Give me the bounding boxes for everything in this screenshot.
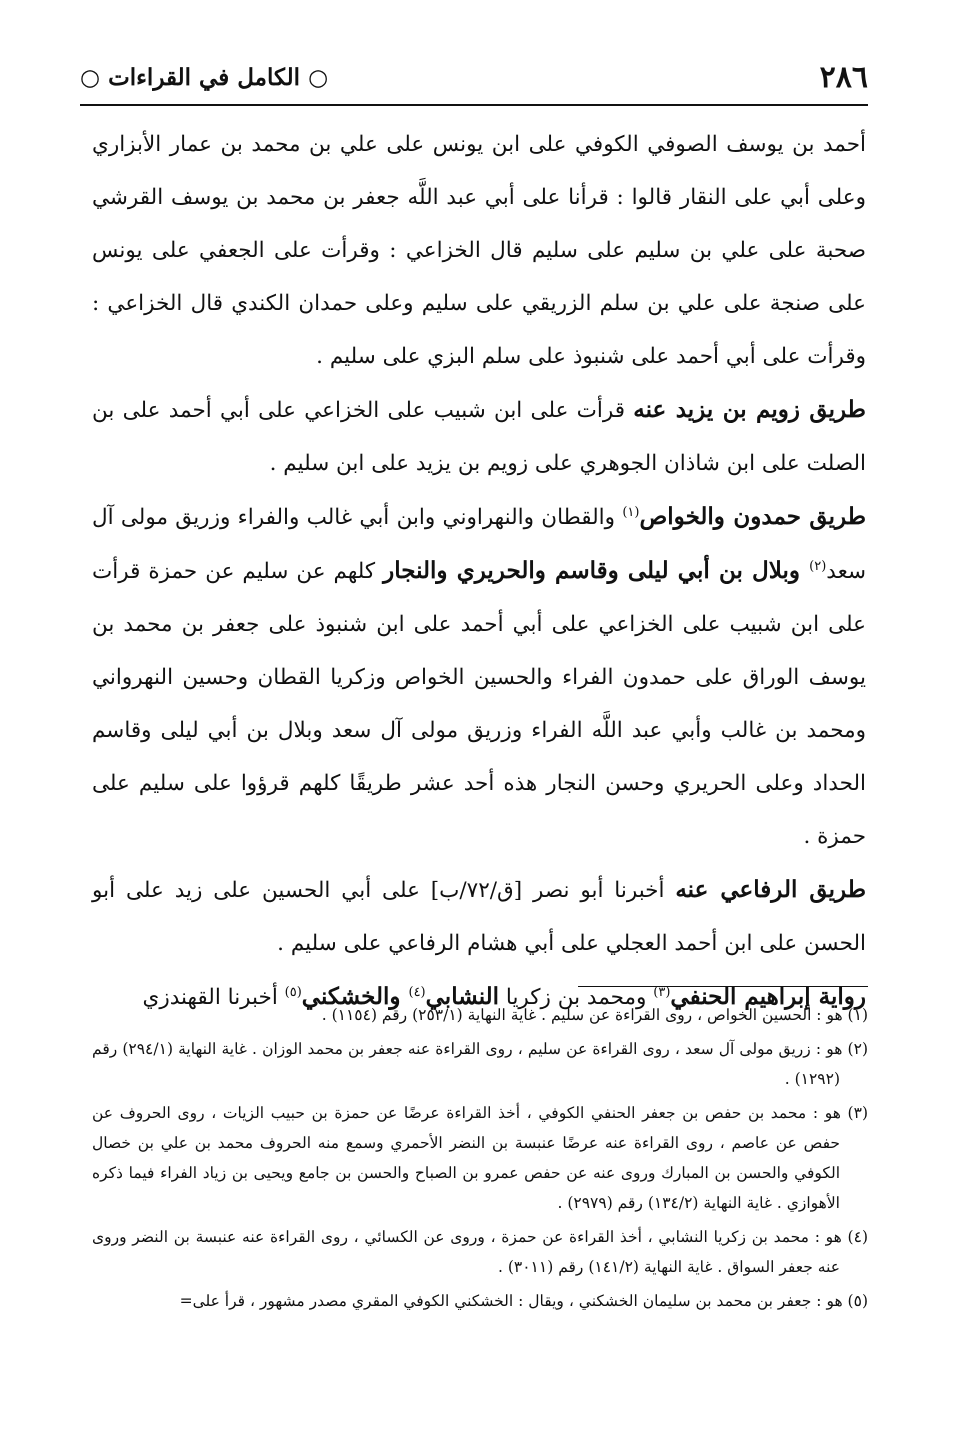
paragraph-4 — [92, 863, 866, 970]
page-number: ٢٨٦ — [819, 60, 868, 95]
paragraph-1 — [92, 118, 866, 383]
footnote-separator — [578, 986, 868, 987]
footnote-ref: (٤) — [408, 984, 426, 1000]
section-heading: النشابي — [425, 983, 500, 1010]
footnote-1: (١) هو : الحسين الخواص ، روى القراءة عن سليم . غاية النهاية (٢٥٣/١) رقم (١١٥٤) . — [321, 1006, 868, 1024]
footnote-2: (٢) هو : زريق مولى آل سعد ، روى القراءة عن سليم ، روى القراءة عنه جعفر بن محمد الوزان . غاية النهاية (٢٩٤/١) رقم (١٢٩٢) . — [92, 1040, 868, 1088]
paragraph-2 — [92, 383, 866, 490]
footnotes — [92, 1000, 868, 1320]
paragraph-3 — [92, 490, 866, 863]
section-heading: رواية إبراهيم الحنفي — [670, 983, 866, 1010]
paragraph-text: كلهم عن سليم عن حمزة قرأت على ابن شبيب على الخزاعي على أبي أحمد على ابن شنبوذ على جعفر بن محمد بن يوسف الوراق على حمدون الفراء والحسين الخواص وزكريا القطان وحسين النهرواني ومحمد بن غالب وأبي عبد اللَّه الفراء وزريق مولى آل سعد وبلال بن أبي ليلى وقاسم الحداد وعلى الحريري وحسن النجار هذه أحد عشر طريقًا كلهم قرؤوا على سليم على حمزة . — [92, 559, 866, 849]
footnote-ref: (١) — [622, 504, 640, 520]
paragraph-text: قرأت على ابن شبيب على الخزاعي على أبي أحمد على بن الصلت على ابن شاذان الجوهري على زويم بن يزيد على ابن سليم . — [92, 398, 866, 476]
section-heading: طريق زويم بن يزيد عنه — [633, 396, 866, 423]
running-header — [80, 56, 868, 102]
footnote-ref: (٢) — [809, 558, 827, 574]
section-heading: طريق حمدون والخواص — [639, 503, 867, 530]
book-title: ○ الكامل في القراءات ○ — [80, 64, 329, 91]
paragraph-text: أخبرنا أبو نصر [ق/٧٢/ب] على أبي الحسين على زيد على أبو الحسن على ابن أحمد العجلي على أبي هشام الرفاعي على سليم . — [92, 878, 866, 956]
section-heading: وبلال بن أبي ليلى وقاسم والحريري والنجار — [383, 557, 810, 584]
paragraph-text: والقطان والنهراوني وابن أبي غالب والفراء وزريق مولى آل سعد — [92, 505, 866, 584]
paragraph-text: أخبرنا القهندزي — [142, 985, 285, 1010]
paragraph-text: أحمد بن يوسف الصوفي الكوفي على ابن يونس على علي بن محمد بن عمار الأبزاري وعلى أبي على النقار قالوا : قرأنا على أبي عبد اللَّه جعفر بن محمد بن يوسف القرشي صحبة على علي بن سليم على سليم قال الخزاعي : وقرأت على الجعفي على يونس على صنجة على علي بن سلم الزريقي على سليم وعلى حمدان الكندي قال الخزاعي : وقرأت على أبي أحمد على شنبوذ على سلم البزي على سليم . — [92, 132, 866, 369]
header-rule — [80, 104, 868, 106]
footnote-4: (٤) هو : محمد بن زكريا النشابي ، أخذ القراءة عن حمزة ، وروى عن الكسائي ، روى القراءة عنه عنبسة بن النضر وروى عنه جعفر السواق . غاية النهاية (١٤١/٢) رقم (٣٠١١) . — [92, 1228, 868, 1276]
section-heading: والخشكني — [301, 983, 409, 1010]
footnote-3: (٣) هو : محمد بن حفص بن جعفر الحنفي الكوفي ، أخذ القراءة عرضًا عن حمزة بن حبيب الزيات ، روى الحروف عن حفص عن عاصم ، روى القراءة عنه عرضًا عنبسة بن النضر الأحمري وسمع منه الحروف محمد بن علي بن خصال الكوفي والحسن بن المبارك وروى عنه عن حفص عمرو بن الصباح والحسن بن جامع ويحيى بن زياد الفراء فيما ذكره الأهوازي . غاية النهاية (١٣٤/٢) رقم (٢٩٧٩) . — [92, 1104, 868, 1212]
main-text — [92, 118, 866, 1024]
section-heading: طريق الرفاعي عنه — [675, 876, 866, 903]
footnote-ref: (٣) — [653, 984, 671, 1000]
paragraph-text: ومحمد بن زكريا — [499, 985, 654, 1010]
footnote-ref: (٥) — [284, 984, 302, 1000]
footnote-5: (٥) هو : جعفر بن محمد بن سليمان الخشكني ، ويقال : الخشكني الكوفي المقري مصدر مشهور ، قرأ على= — [179, 1292, 868, 1310]
